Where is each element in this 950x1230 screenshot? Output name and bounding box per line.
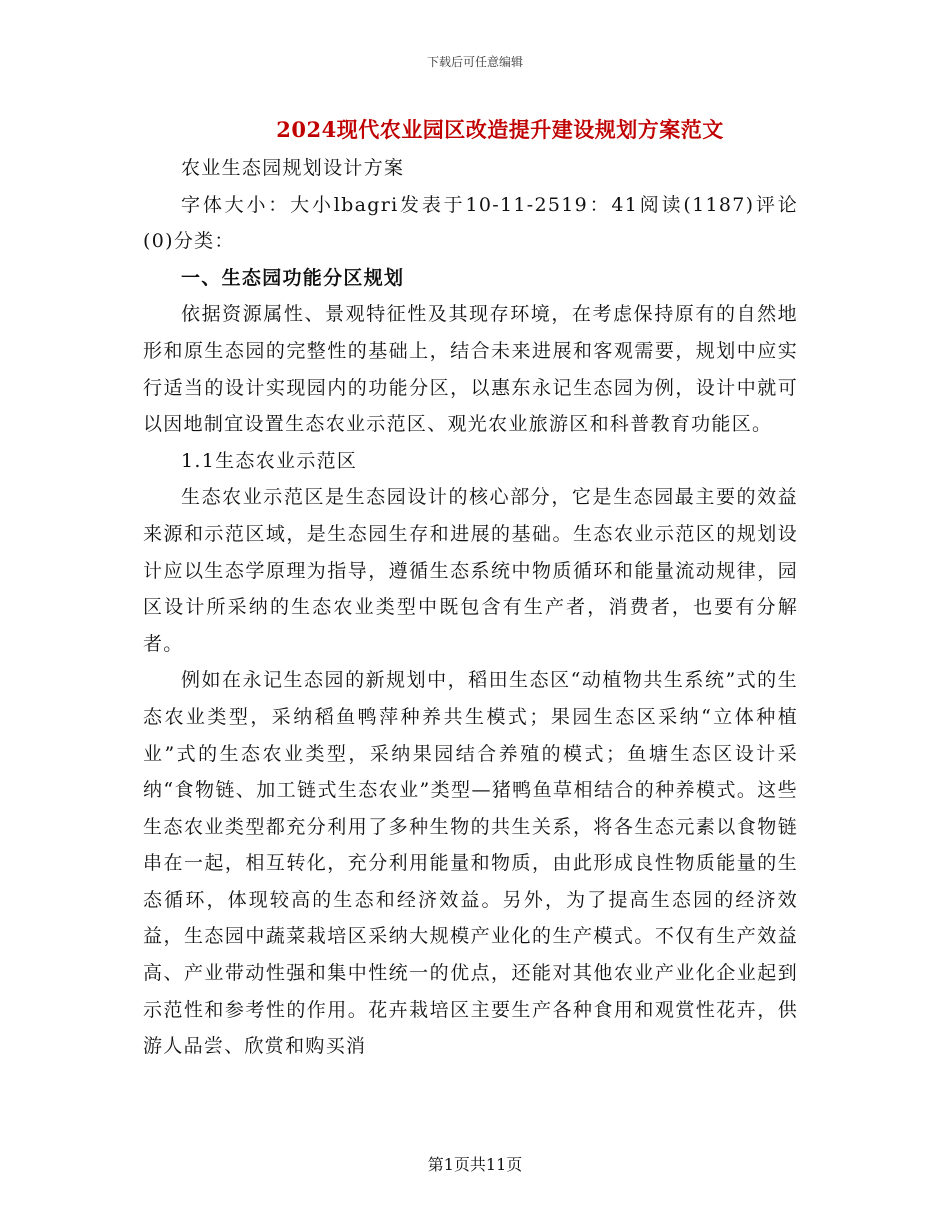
body-paragraph: 依据资源属性、景观特征性及其现存环境，在考虑保持原有的自然地形和原生态园的完整性的基础上，结合未来进展和客观需要，规划中应实行适当的设计实现园内的功能分区，以惠东永记生态园为例，设计中就可以因地制宜设置生态农业示范区、观光农业旅游区和科普教育功能区。 bbox=[143, 303, 798, 436]
subsection-heading: 1.1生态农业示范区 bbox=[181, 449, 358, 472]
section-heading: 一、生态园功能分区规划 bbox=[181, 266, 405, 289]
header-note: 下载后可任意编辑 bbox=[426, 55, 523, 69]
body-paragraph: 生态农业示范区是生态园设计的核心部分，它是生态园最主要的效益来源和示范区域，是生态园生存和进展的基础。生态农业示范区的规划设计应以生态学原理为指导，遵循生态系统中物质循环和能量流动规律，园区设计所采纳的生态农业类型中既包含有生产者，消费者，也要有分解者。 bbox=[143, 486, 798, 655]
subtitle-paragraph: 农业生态园规划设计方案 bbox=[181, 157, 405, 179]
document-title: 2024现代农业园区改造提升建设规划方案范文 bbox=[276, 117, 724, 142]
page-footer: 第1页共11页 bbox=[427, 1155, 523, 1174]
document-body bbox=[143, 150, 798, 1065]
body-paragraph: 例如在永记生态园的新规划中，稻田生态区“动植物共生系统”式的生态农业类型，采纳稻鱼鸭萍种养共生模式；果园生态区采纳“立体种植业”式的生态农业类型，采纳果园结合养殖的模式；鱼塘生态区设计采纳“食物链、加工链式生态农业”类型—猪鸭鱼草相结合的种养模式。这些生态农业类型都充分利用了多种生物的共生关系，将各生态元素以食物链串在一起，相互转化，充分利用能量和物质，由此形成良性物质能量的生态循环，体现较高的生态和经济效益。另外，为了提高生态园的经济效益，生态园中蔬菜栽培区采纳大规模产业化的生产模式。不仅有生产效益高、产业带动性强和集中性统一的优点，还能对其他农业产业化企业起到示范性和参考性的作用。花卉栽培区主要生产各种食用和观赏性花卉，供游人品尝、欣赏和购买消 bbox=[143, 669, 798, 1058]
meta-paragraph: 字体大小：大小lbagri发表于10-11-2519：41阅读(1187)评论(0)分类： bbox=[143, 193, 798, 253]
